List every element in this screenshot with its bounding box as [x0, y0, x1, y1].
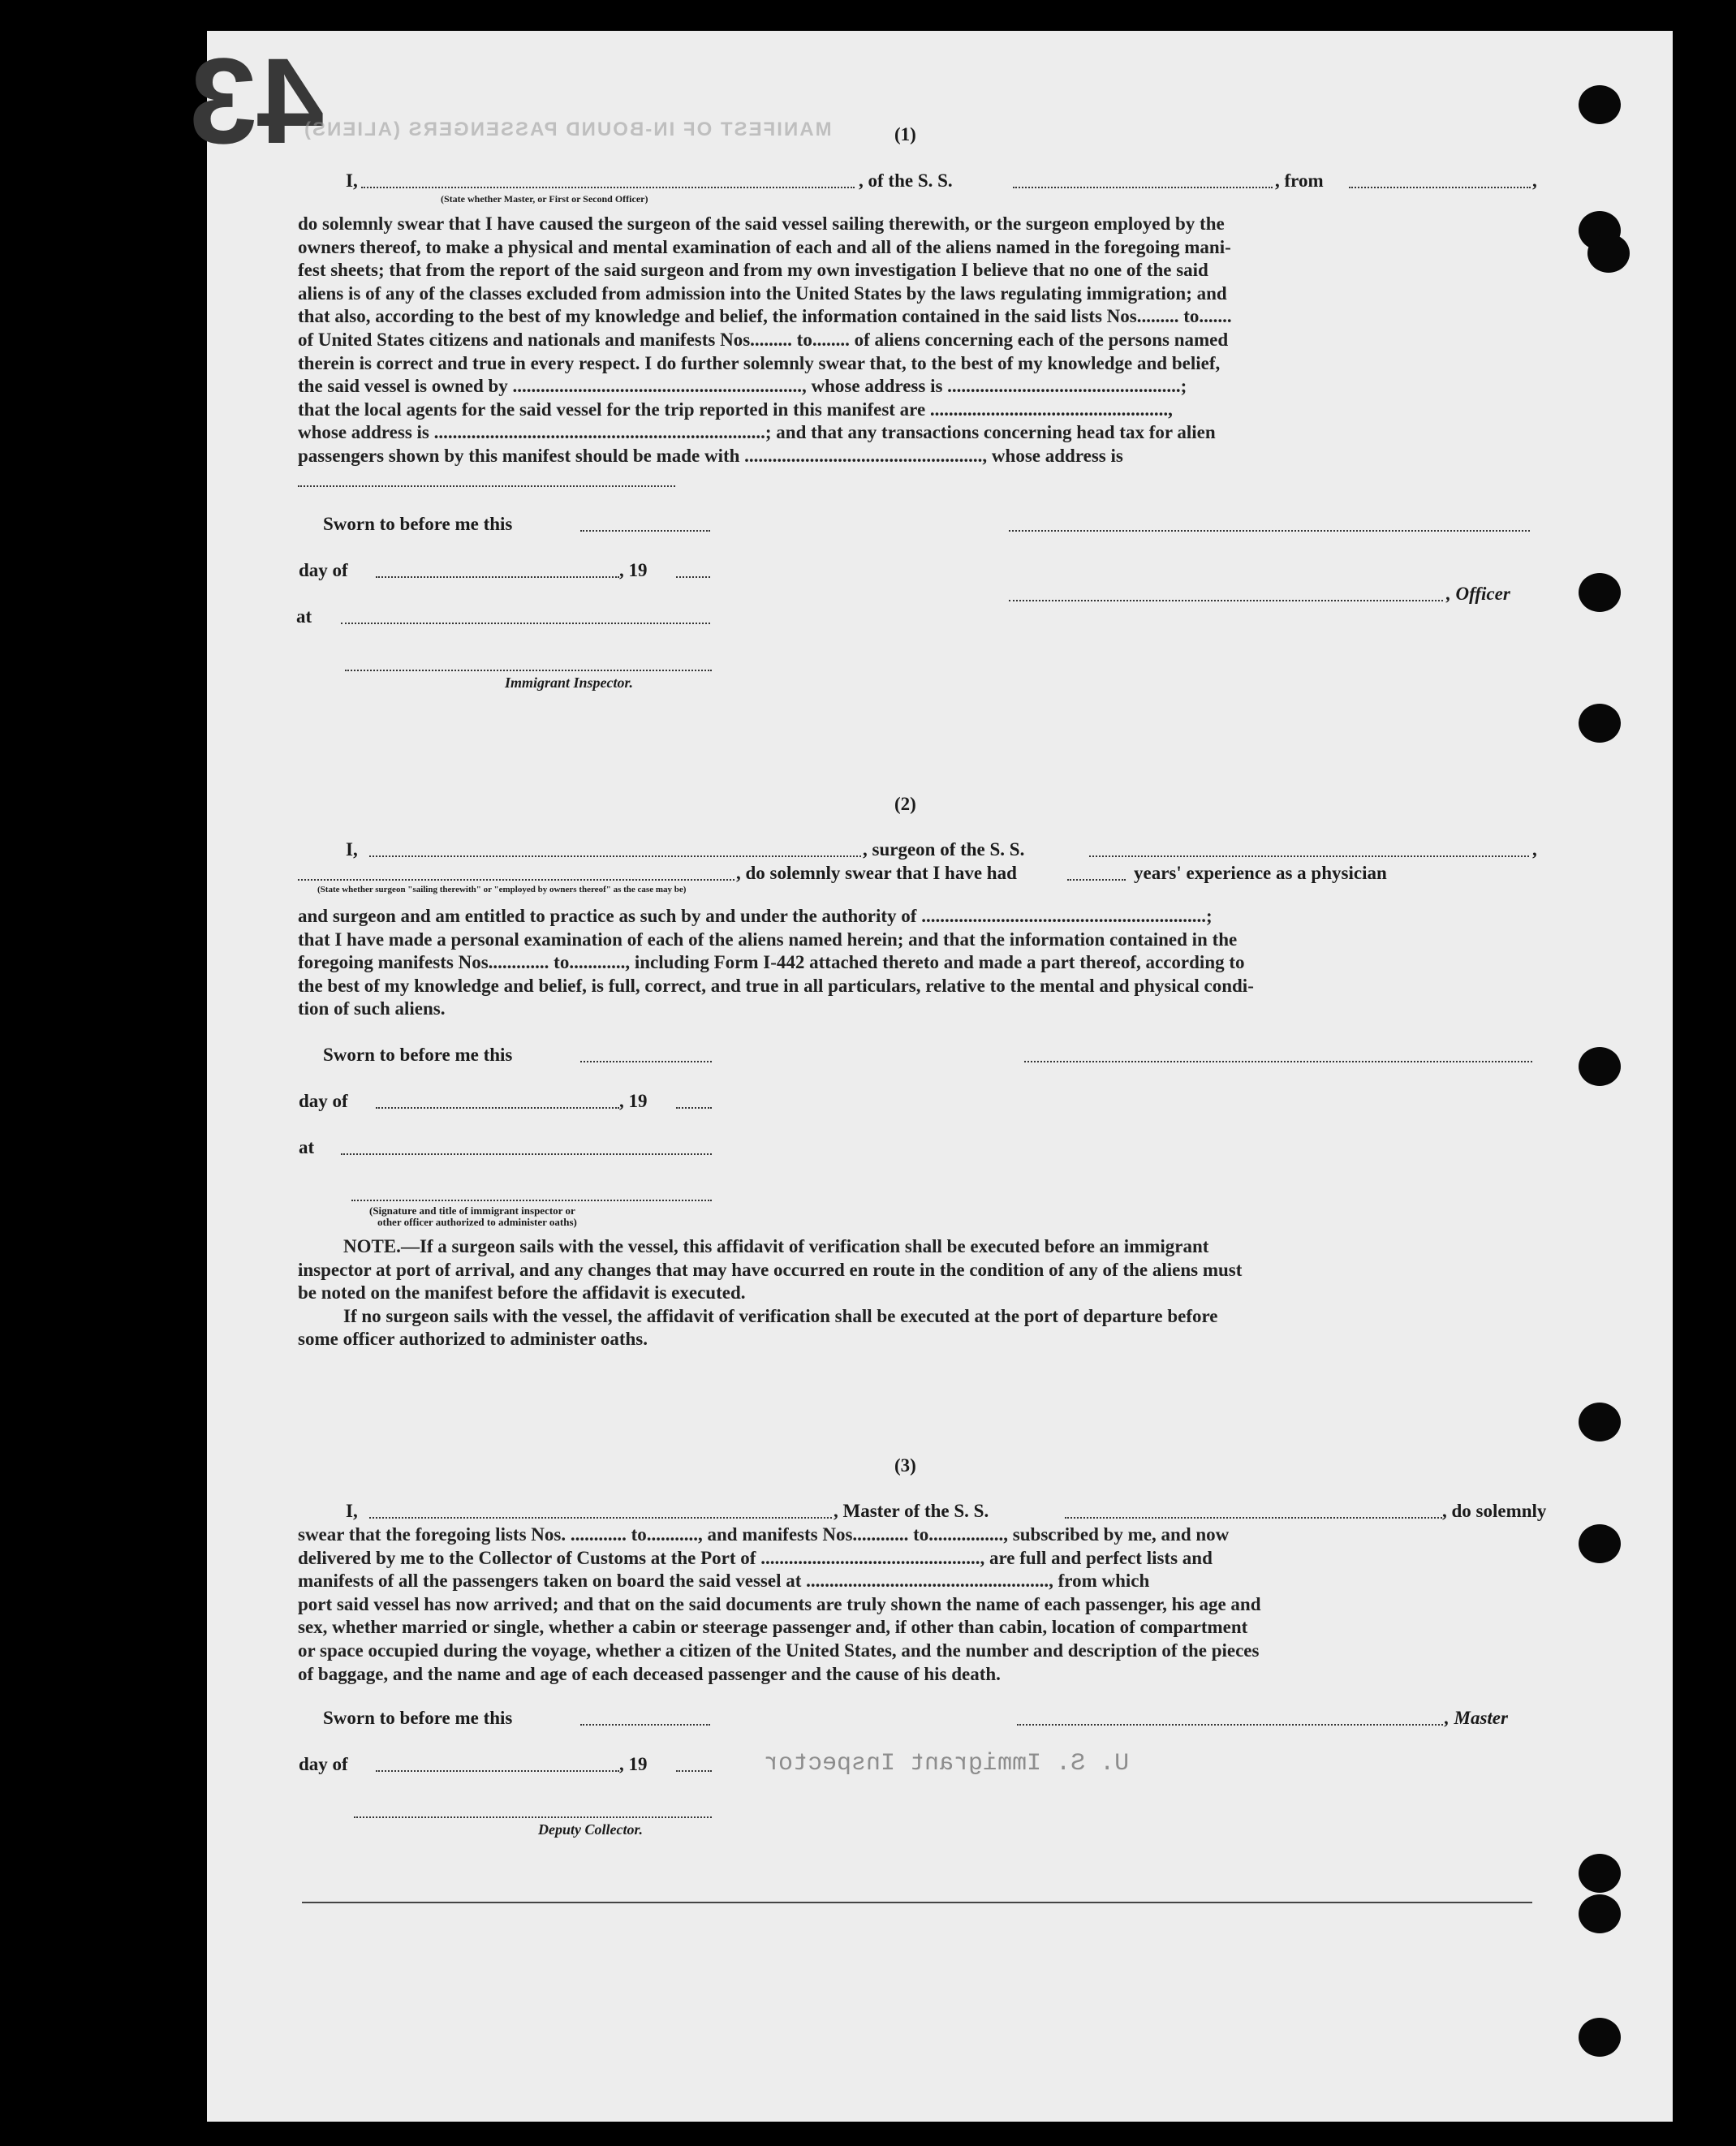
s1-from-label: , from [1275, 170, 1324, 191]
s2-note-line: be noted on the manifest before the affidavit is executed. [298, 1282, 746, 1304]
s1-oath-line: that also, according to the best of my knowledge and belief, the information contained in the said lists Nos......... to....... [298, 306, 1232, 327]
binder-hole [1579, 1854, 1621, 1893]
s3-master-name-field[interactable] [369, 1517, 832, 1519]
section-1-number: (1) [894, 124, 916, 144]
s3-inspector-stamp: U. S. Immigrant Inspector [764, 1750, 1130, 1778]
s3-collector-signature-field[interactable] [354, 1816, 712, 1818]
s2-year-prefix: , 19 [619, 1091, 648, 1111]
s1-line-end: , [1532, 170, 1537, 191]
s1-oath-line: aliens is of any of the classes excluded from admission into the United States by the laws regulating immigration; and [298, 282, 1227, 304]
s2-sworn-day-field[interactable] [580, 1061, 712, 1062]
s2-officer-signature-field[interactable] [1024, 1061, 1532, 1062]
s3-vessel-field[interactable] [1065, 1517, 1442, 1519]
manifest-page [189, 31, 1673, 2122]
s3-year-field[interactable] [676, 1770, 712, 1772]
s2-i-label: I, [346, 839, 358, 860]
s1-oath-line: whose address is .......................................................................; and that any transactions concerning head tax for alien [298, 422, 1216, 443]
s2-at-label: at [299, 1137, 315, 1157]
s3-oath-line: delivered by me to the Collector of Customs at the Port of ..............................................., are full and perfect lists and [298, 1547, 1213, 1568]
s2-note2-line: some officer authorized to administer oaths. [298, 1329, 648, 1350]
s2-month-field[interactable] [376, 1107, 619, 1109]
s2-vessel-field[interactable] [1089, 855, 1529, 857]
s1-at-field[interactable] [341, 623, 710, 624]
s3-sworn-day-field[interactable] [580, 1724, 710, 1726]
bleed-manifest-title: MANIFEST OF IN-BOUND PASSENGERS (ALIENS) [303, 119, 832, 140]
s3-oath-line: of baggage, and the name and age of each deceased passenger and the cause of his death. [298, 1663, 1001, 1684]
s3-oath-line: sex, whether married or single, whether a cabin or steerage passenger and, if other than cabin, location of compartment [298, 1617, 1248, 1638]
s3-oath-line: manifests of all the passengers taken on board the said vessel at ...................................................., from which [298, 1571, 1150, 1592]
s2-note-line [298, 1235, 1533, 1259]
s2-oath-text [298, 905, 1533, 1021]
s1-officer-signature-field[interactable] [1009, 530, 1530, 532]
s2-oath-line: that I have made a personal examination of each of the aliens named herein; and that the information contained in the [298, 929, 1238, 950]
s1-of-ss-label: , of the S. S. [859, 170, 953, 191]
s1-oath-line: passengers shown by this manifest should be made with ..................................................., whose address is [298, 445, 1123, 466]
s1-inspector-signature-field[interactable] [345, 670, 712, 671]
s2-years-field[interactable] [1067, 879, 1126, 881]
s2-years-label: years' experience as a physician [1134, 863, 1387, 883]
s3-oath-line: or space occupied during the voyage, whether a citizen of the United States, and the number and description of the pieces [298, 1640, 1260, 1661]
s3-year-prefix: , 19 [619, 1754, 648, 1774]
s1-oath-text [298, 213, 1531, 468]
s1-oath-line: of United States citizens and nationals and manifests Nos......... to........ of aliens concerning each of the persons named [298, 329, 1229, 350]
s1-address-continuation-field[interactable] [298, 485, 675, 487]
section-2-number: (2) [894, 794, 916, 814]
s2-swear-label: , do solemnly swear that I have had [736, 863, 1017, 883]
s2-signature-caption-1: (Signature and title of immigrant inspector or [369, 1204, 575, 1217]
binder-hole [1579, 85, 1621, 124]
s2-note [298, 1235, 1533, 1351]
s2-at-field[interactable] [341, 1153, 712, 1155]
s1-vessel-field[interactable] [1013, 187, 1273, 188]
bottom-rule [302, 1902, 1532, 1903]
s1-oath-line: fest sheets; that from the report of the said surgeon and from my own investigation I believe that no one of the said [298, 260, 1208, 281]
binder-hole [1579, 1403, 1621, 1441]
s1-oath-line: do solemnly swear that I have caused the surgeon of the said vessel sailing therewith, or the surgeon employed by the [298, 213, 1225, 234]
s2-sworn-label: Sworn to before me this [323, 1045, 513, 1065]
s1-sworn-label: Sworn to before me this [323, 514, 513, 534]
s2-surgeon-name-field[interactable] [369, 855, 861, 857]
s2-signature-caption-2: other officer authorized to administer oaths) [377, 1216, 577, 1228]
s1-officer-title-field[interactable] [1009, 600, 1443, 601]
s2-day-of-label: day of [299, 1091, 348, 1111]
s3-collector-caption: Deputy Collector. [538, 1821, 643, 1838]
s2-inspector-signature-field[interactable] [351, 1200, 712, 1201]
s3-swear-label: , do solemnly [1442, 1501, 1547, 1521]
s1-day-of-label: day of [299, 560, 348, 580]
s1-at-label: at [296, 606, 312, 627]
s2-surgeon-caption: (State whether surgeon "sailing therewith" or "employed by owners thereof" as the case may be) [317, 885, 687, 894]
s1-inspector-caption: Immigrant Inspector. [505, 674, 634, 691]
binder-hole [1579, 704, 1621, 743]
s2-note-label: NOTE. [343, 1236, 401, 1256]
s3-sworn-label: Sworn to before me this [323, 1708, 513, 1728]
s1-sworn-day-field[interactable] [580, 530, 710, 532]
section-3-number: (3) [894, 1455, 916, 1476]
s3-master-signature-field[interactable] [1017, 1724, 1443, 1726]
s3-master-label: , Master of the S. S. [834, 1501, 989, 1521]
binder-hole [1579, 2018, 1621, 2057]
binder-hole [1579, 1047, 1621, 1086]
binder-hole [1587, 234, 1630, 273]
s2-line-end: , [1532, 839, 1537, 860]
s3-oath-line: port said vessel has now arrived; and that on the said documents are truly shown the name of each passenger, his age and [298, 1593, 1261, 1614]
s1-month-field[interactable] [376, 576, 619, 578]
s3-oath-text [298, 1523, 1531, 1686]
binder-hole [1579, 1894, 1621, 1933]
s3-month-field[interactable] [376, 1770, 619, 1772]
s2-surgeon-status-field[interactable] [298, 879, 734, 881]
s2-year-field[interactable] [676, 1107, 712, 1109]
s2-oath-line: and surgeon and am entitled to practice as such by and under the authority of .............................................................; [298, 906, 1213, 926]
binder-hole [1579, 573, 1621, 612]
s2-oath-line: tion of such aliens. [298, 998, 446, 1019]
s3-i-label: I, [346, 1501, 358, 1521]
s1-oath-line: therein is correct and true in every respect. I do further solemnly swear that, to the best of my knowledge and belief, [298, 352, 1221, 373]
s1-officer-caption: (State whether Master, or First or Second Officer) [441, 193, 648, 205]
s2-oath-line: foregoing manifests Nos............. to............, including Form I-442 attached thereto and made a part thereof, according to [298, 952, 1245, 973]
s2-surgeon-label: , surgeon of the S. S. [863, 839, 1025, 860]
s2-note2-line: If no surgeon sails with the vessel, the affidavit of verification shall be executed at the port of departure before [343, 1305, 1218, 1326]
s2-oath-line: the best of my knowledge and belief, is full, correct, and true in all particulars, relative to the mental and physical condi- [298, 975, 1254, 996]
s1-i-label: I, [346, 170, 358, 191]
s2-note-text: —If a surgeon sails with the vessel, this affidavit of verification shall be executed before an immigrant [400, 1236, 1209, 1256]
s3-oath-line: swear that the foregoing lists Nos. ............ to..........., and manifests Nos............ to................, subscribed by me, and now [298, 1524, 1230, 1545]
s1-year-prefix: , 19 [619, 560, 648, 580]
s1-from-field[interactable] [1349, 187, 1531, 188]
s1-oath-line: the said vessel is owned by .............................................................., whose address is ..................................................; [298, 376, 1187, 397]
stamped-page-number: 43 [189, 32, 325, 169]
s1-oath-line: owners thereof, to make a physical and mental examination of each and all of the aliens named in the foregoing mani- [298, 236, 1231, 257]
s2-note-line: inspector at port of arrival, and any changes that may have occurred en route in the condition of any of the aliens must [298, 1259, 1243, 1280]
s1-officer-label: , Officer [1446, 584, 1510, 604]
binder-hole [1579, 1524, 1621, 1563]
s1-year-field[interactable] [676, 576, 710, 578]
s3-master-title: , Master [1445, 1708, 1508, 1728]
s3-day-of-label: day of [299, 1754, 348, 1774]
s1-officer-name-field[interactable] [361, 187, 855, 188]
s1-oath-line: that the local agents for the said vessel for the trip reported in this manifest are ..................................................., [298, 399, 1173, 420]
